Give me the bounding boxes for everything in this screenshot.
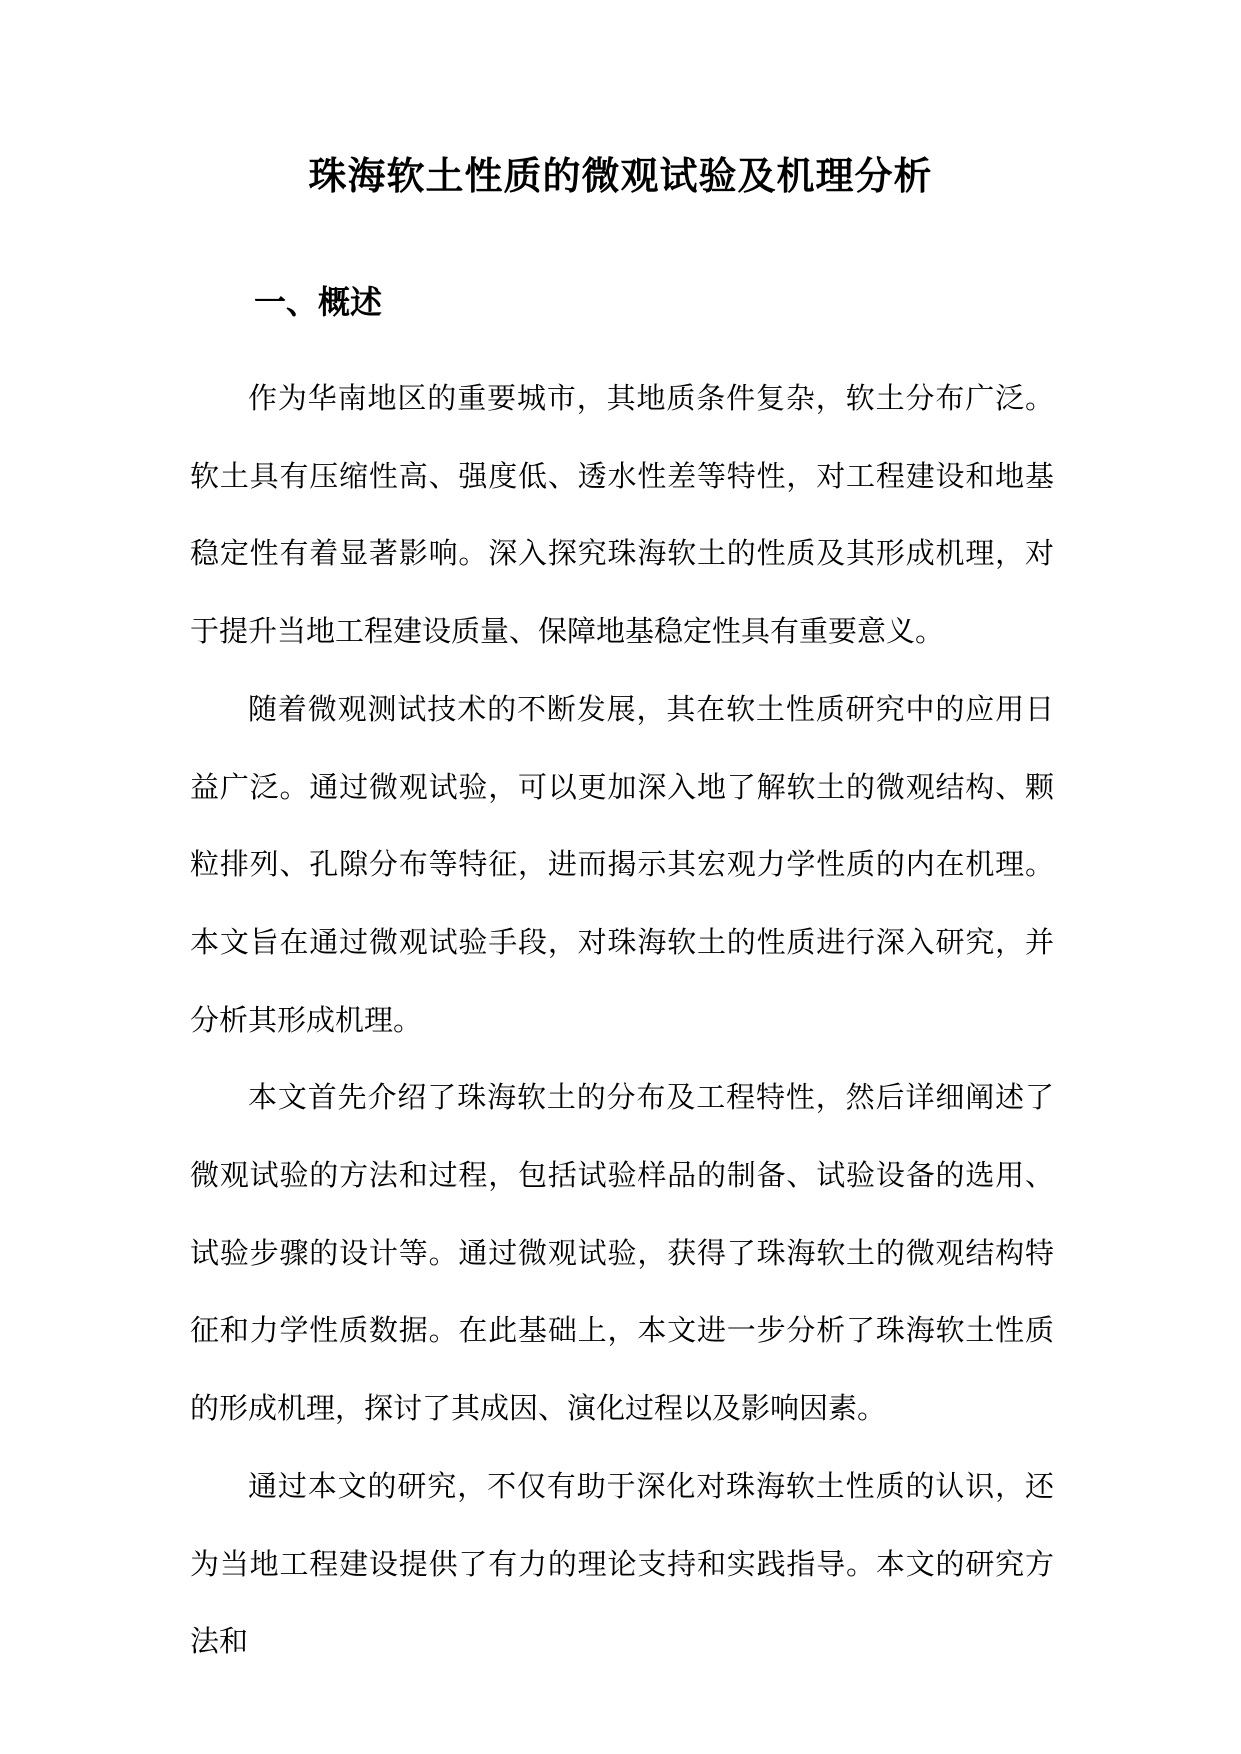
section-heading: 一、概述 <box>254 283 383 321</box>
paragraph-2: 随着微观测试技术的不断发展，其在软土性质研究中的应用日益广泛。通过微观试验，可以更加深入地了解软土的微观结构、颗粒排列、孔隙分布等特征，进而揭示其宏观力学性质的内在机理。本文旨在通过微观试验手段，对珠海软土的性质进行深入研究，并分析其形成机理。 <box>190 691 1054 1037</box>
paragraph-1: 作为华南地区的重要城市，其地质条件复杂，软土分布广泛。软土具有压缩性高、强度低、透水性差等特性，对工程建设和地基稳定性有着显著影响。深入探究珠海软土的性质及其形成机理，对于提升当地工程建设质量、保障地基稳定性具有重要意义。 <box>190 381 1054 649</box>
document-title: 珠海软土性质的微观试验及机理分析 <box>308 153 933 198</box>
paragraph-3: 本文首先介绍了珠海软土的分布及工程特性，然后详细阐述了微观试验的方法和过程，包括试验样品的制备、试验设备的选用、试验步骤的设计等。通过微观试验，获得了珠海软土的微观结构特征和力学性质数据。在此基础上，本文进一步分析了珠海软土性质的形成机理，探讨了其成因、演化过程以及影响因素。 <box>190 1080 1054 1426</box>
paragraph-4: 通过本文的研究，不仅有助于深化对珠海软土性质的认识，还为当地工程建设提供了有力的理论支持和实践指导。本文的研究方法和 <box>190 1468 1054 1659</box>
body-text <box>190 360 1054 1681</box>
